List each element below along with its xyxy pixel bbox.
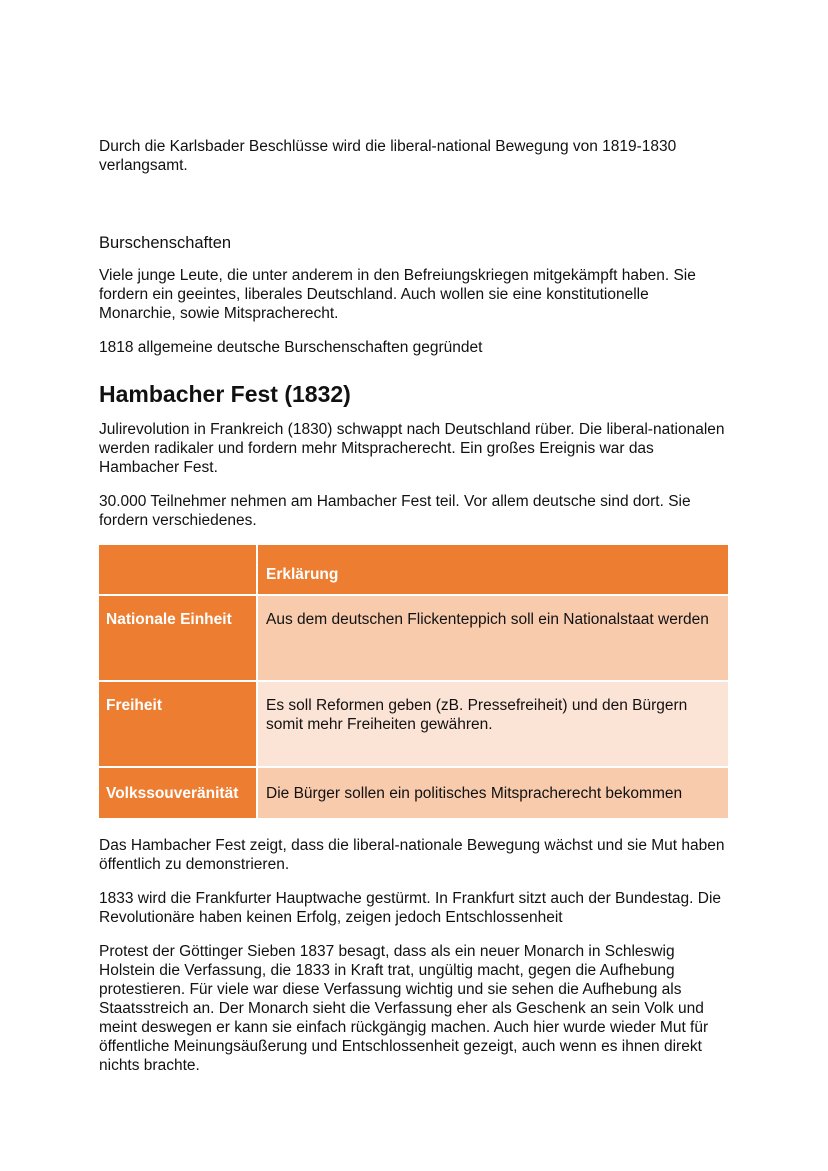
table-row-text: Die Bürger sollen ein politisches Mitspracherecht bekommen bbox=[257, 767, 728, 818]
hambacher-paragraph-1: Julirevolution in Frankreich (1830) schwappt nach Deutschland rüber. Die liberal-nationalen werden radikaler und fordern mehr Mitspracherecht. Ein großes Ereignis war das Hambacher Fest. bbox=[99, 421, 725, 476]
burschenschaften-founding: 1818 allgemeine deutsche Burschenschaften gegründet bbox=[99, 339, 483, 356]
demands-table bbox=[99, 545, 728, 818]
hambacher-paragraph-2: 30.000 Teilnehmer nehmen am Hambacher Fest teil. Vor allem deutsche sind dort. Sie fordern verschiedenes. bbox=[99, 493, 691, 529]
hambacher-fest-heading: Hambacher Fest (1832) bbox=[99, 381, 351, 407]
table-row-label: Freiheit bbox=[99, 681, 257, 767]
table-row bbox=[99, 595, 728, 681]
burschenschaften-paragraph: Viele junge Leute, die unter anderem in den Befreiungskriegen mitgekämpft haben. Sie fordern ein geeintes, liberales Deutschland. Auch wollen sie eine konstitutionelle Monarchie, sowie Mitspracherecht. bbox=[99, 267, 696, 322]
after-paragraph-2: 1833 wird die Frankfurter Hauptwache gestürmt. In Frankfurt sitzt auch der Bundestag. Die Revolutionäre haben keinen Erfolg, zeigen jedoch Entschlossenheit bbox=[99, 890, 722, 926]
after-paragraph-3: Protest der Göttinger Sieben 1837 besagt, dass als ein neuer Monarch in Schleswig Holstein die Verfassung, die 1833 in Kraft trat, ungültig macht, gegen die Aufhebung protestieren. Für viele war diese Verfassung wichtig und sie sehen die Aufhebung als Staatsstreich an. Der Monarch sieht die Verfassung eher als Geschenk an sein Volk und meint deswegen er kann sie einfach rückgängig machen. Auch hier wurde wieder Mut für öffentliche Meinungsäußerung und Entschlossenheit gezeigt, auch wenn es ihnen direkt nichts brachte. bbox=[99, 943, 709, 1074]
table-row-label: Nationale Einheit bbox=[99, 595, 257, 681]
document-page bbox=[99, 137, 729, 1090]
table-header-explanation: Erklärung bbox=[257, 545, 728, 595]
table-row bbox=[99, 767, 728, 818]
table-row-text: Es soll Reformen geben (zB. Pressefreiheit) und den Bürgern somit mehr Freiheiten gewähren. bbox=[257, 681, 728, 767]
table-header-row bbox=[99, 545, 728, 595]
after-paragraph-1: Das Hambacher Fest zeigt, dass die liberal-nationale Bewegung wächst und sie Mut haben öffentlich zu demonstrieren. bbox=[99, 837, 725, 873]
intro-paragraph: Durch die Karlsbader Beschlüsse wird die liberal-national Bewegung von 1819-1830 verlangsamt. bbox=[99, 138, 677, 174]
table-row-text: Aus dem deutschen Flickenteppich soll ein Nationalstaat werden bbox=[257, 595, 728, 681]
table-row-label: Volkssouveränität bbox=[99, 767, 257, 818]
table-header-empty bbox=[99, 545, 257, 595]
burschenschaften-heading: Burschenschaften bbox=[99, 234, 232, 252]
table-row bbox=[99, 681, 728, 767]
